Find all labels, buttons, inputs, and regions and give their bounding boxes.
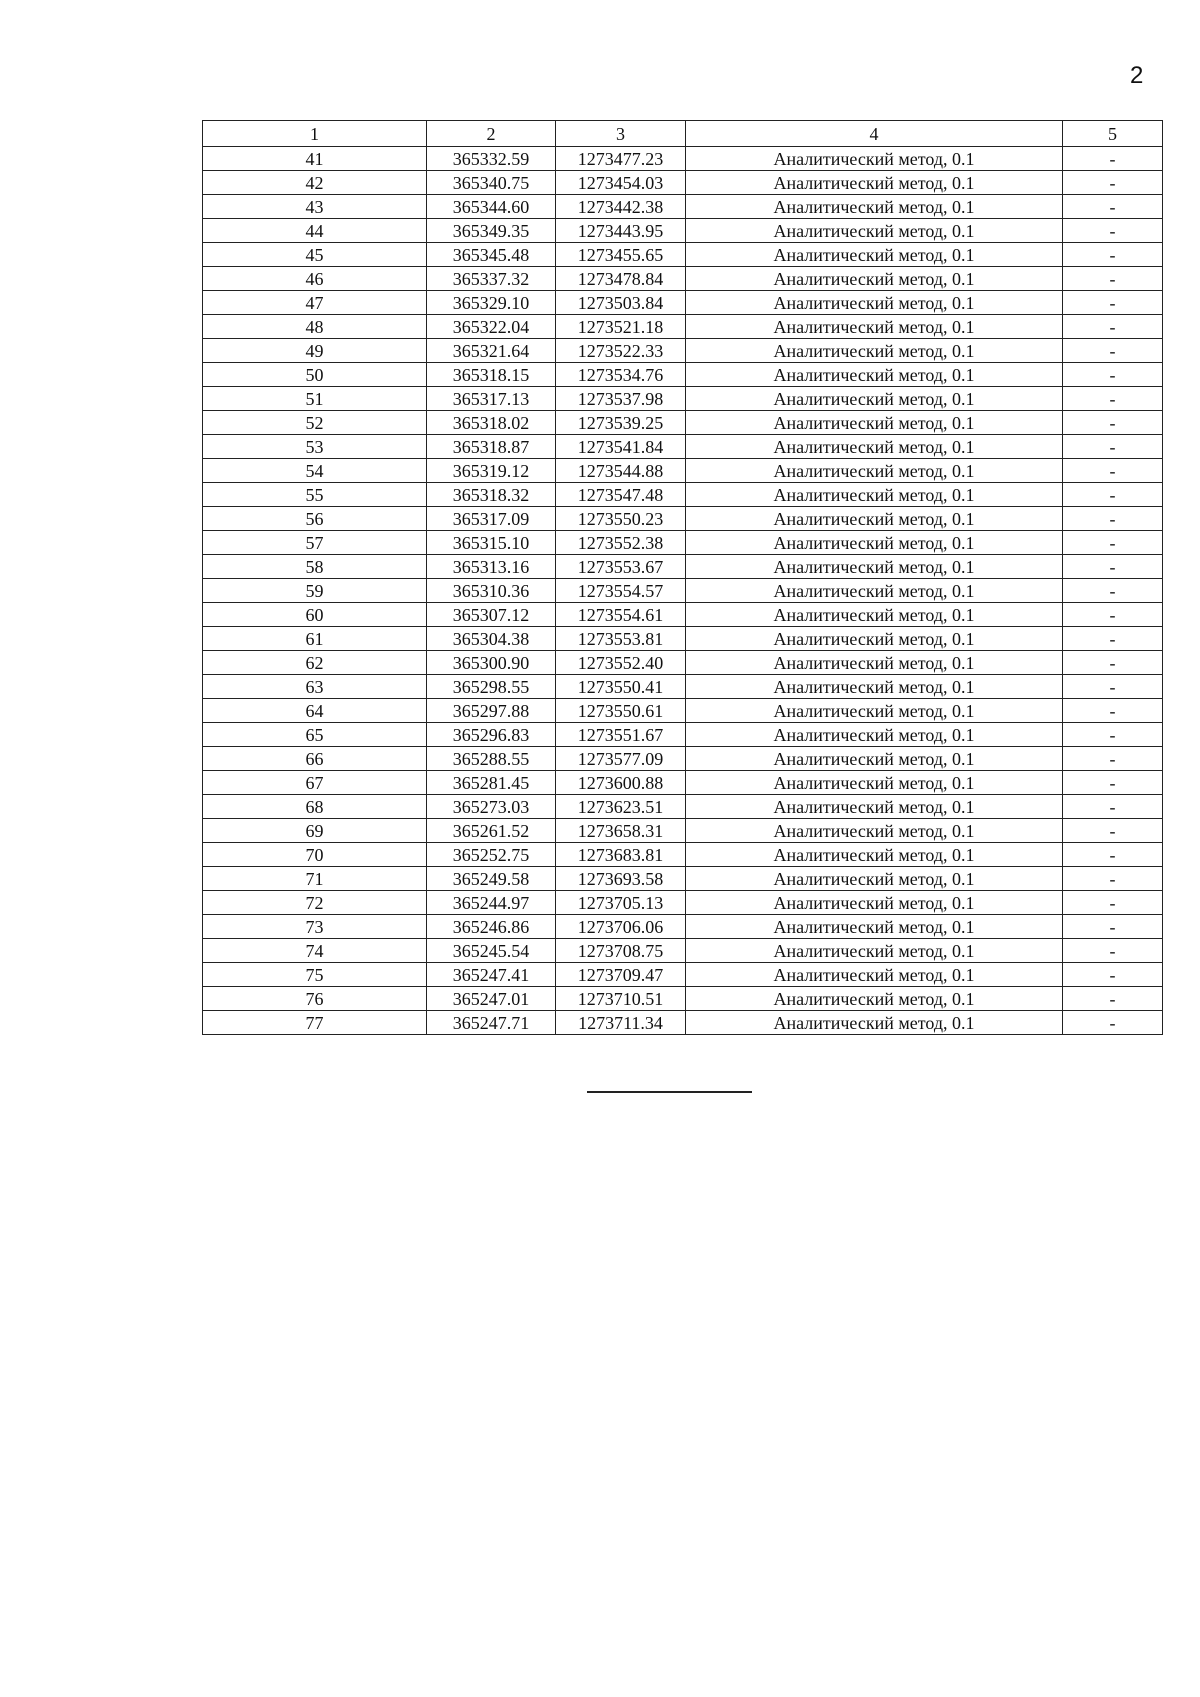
y-coordinate-cell: 1273534.76 xyxy=(556,363,686,387)
method-cell: Аналитический метод, 0.1 xyxy=(686,507,1063,531)
note-cell: - xyxy=(1063,315,1163,339)
method-cell: Аналитический метод, 0.1 xyxy=(686,315,1063,339)
table-row xyxy=(203,915,1163,939)
x-coordinate-cell: 365337.32 xyxy=(427,267,556,291)
x-coordinate-cell: 365310.36 xyxy=(427,579,556,603)
y-coordinate-cell: 1273554.57 xyxy=(556,579,686,603)
point-number-cell: 49 xyxy=(203,339,427,363)
note-cell: - xyxy=(1063,1011,1163,1035)
point-number-cell: 47 xyxy=(203,291,427,315)
method-cell: Аналитический метод, 0.1 xyxy=(686,603,1063,627)
y-coordinate-cell: 1273477.23 xyxy=(556,147,686,171)
x-coordinate-cell: 365273.03 xyxy=(427,795,556,819)
point-number-cell: 69 xyxy=(203,819,427,843)
note-cell: - xyxy=(1063,507,1163,531)
point-number-cell: 51 xyxy=(203,387,427,411)
method-cell: Аналитический метод, 0.1 xyxy=(686,915,1063,939)
y-coordinate-cell: 1273478.84 xyxy=(556,267,686,291)
method-cell: Аналитический метод, 0.1 xyxy=(686,867,1063,891)
y-coordinate-cell: 1273705.13 xyxy=(556,891,686,915)
point-number-cell: 48 xyxy=(203,315,427,339)
y-coordinate-cell: 1273541.84 xyxy=(556,435,686,459)
method-cell: Аналитический метод, 0.1 xyxy=(686,651,1063,675)
x-coordinate-cell: 365318.15 xyxy=(427,363,556,387)
method-cell: Аналитический метод, 0.1 xyxy=(686,579,1063,603)
note-cell: - xyxy=(1063,483,1163,507)
y-coordinate-cell: 1273551.67 xyxy=(556,723,686,747)
x-coordinate-cell: 365318.87 xyxy=(427,435,556,459)
method-cell: Аналитический метод, 0.1 xyxy=(686,771,1063,795)
method-cell: Аналитический метод, 0.1 xyxy=(686,339,1063,363)
note-cell: - xyxy=(1063,627,1163,651)
note-cell: - xyxy=(1063,363,1163,387)
point-number-cell: 42 xyxy=(203,171,427,195)
table-row xyxy=(203,939,1163,963)
x-coordinate-cell: 365315.10 xyxy=(427,531,556,555)
table-row xyxy=(203,963,1163,987)
note-cell: - xyxy=(1063,195,1163,219)
x-coordinate-cell: 365247.71 xyxy=(427,1011,556,1035)
note-cell: - xyxy=(1063,219,1163,243)
method-cell: Аналитический метод, 0.1 xyxy=(686,627,1063,651)
method-cell: Аналитический метод, 0.1 xyxy=(686,987,1063,1011)
point-number-cell: 44 xyxy=(203,219,427,243)
x-coordinate-cell: 365244.97 xyxy=(427,891,556,915)
table-row xyxy=(203,603,1163,627)
x-coordinate-cell: 365321.64 xyxy=(427,339,556,363)
x-coordinate-cell: 365247.01 xyxy=(427,987,556,1011)
point-number-cell: 54 xyxy=(203,459,427,483)
table-row xyxy=(203,291,1163,315)
y-coordinate-cell: 1273544.88 xyxy=(556,459,686,483)
note-cell: - xyxy=(1063,291,1163,315)
y-coordinate-cell: 1273553.81 xyxy=(556,627,686,651)
point-number-cell: 62 xyxy=(203,651,427,675)
method-cell: Аналитический метод, 0.1 xyxy=(686,219,1063,243)
y-coordinate-cell: 1273539.25 xyxy=(556,411,686,435)
note-cell: - xyxy=(1063,963,1163,987)
y-coordinate-cell: 1273443.95 xyxy=(556,219,686,243)
method-cell: Аналитический метод, 0.1 xyxy=(686,243,1063,267)
note-cell: - xyxy=(1063,147,1163,171)
note-cell: - xyxy=(1063,771,1163,795)
note-cell: - xyxy=(1063,459,1163,483)
y-coordinate-cell: 1273503.84 xyxy=(556,291,686,315)
header-cell-4: 4 xyxy=(686,121,1063,147)
method-cell: Аналитический метод, 0.1 xyxy=(686,819,1063,843)
table-row xyxy=(203,555,1163,579)
point-number-cell: 73 xyxy=(203,915,427,939)
table-row xyxy=(203,531,1163,555)
note-cell: - xyxy=(1063,747,1163,771)
method-cell: Аналитический метод, 0.1 xyxy=(686,363,1063,387)
point-number-cell: 77 xyxy=(203,1011,427,1035)
table-row xyxy=(203,699,1163,723)
method-cell: Аналитический метод, 0.1 xyxy=(686,699,1063,723)
table-row xyxy=(203,459,1163,483)
y-coordinate-cell: 1273554.61 xyxy=(556,603,686,627)
x-coordinate-cell: 365317.09 xyxy=(427,507,556,531)
x-coordinate-cell: 365300.90 xyxy=(427,651,556,675)
point-number-cell: 56 xyxy=(203,507,427,531)
y-coordinate-cell: 1273552.40 xyxy=(556,651,686,675)
point-number-cell: 58 xyxy=(203,555,427,579)
point-number-cell: 64 xyxy=(203,699,427,723)
x-coordinate-cell: 365296.83 xyxy=(427,723,556,747)
y-coordinate-cell: 1273550.61 xyxy=(556,699,686,723)
point-number-cell: 71 xyxy=(203,867,427,891)
note-cell: - xyxy=(1063,723,1163,747)
point-number-cell: 68 xyxy=(203,795,427,819)
header-cell-1: 1 xyxy=(203,121,427,147)
point-number-cell: 74 xyxy=(203,939,427,963)
table-row xyxy=(203,723,1163,747)
x-coordinate-cell: 365249.58 xyxy=(427,867,556,891)
x-coordinate-cell: 365332.59 xyxy=(427,147,556,171)
table-row xyxy=(203,771,1163,795)
method-cell: Аналитический метод, 0.1 xyxy=(686,171,1063,195)
method-cell: Аналитический метод, 0.1 xyxy=(686,939,1063,963)
table-row xyxy=(203,483,1163,507)
note-cell: - xyxy=(1063,555,1163,579)
method-cell: Аналитический метод, 0.1 xyxy=(686,483,1063,507)
note-cell: - xyxy=(1063,171,1163,195)
table-row xyxy=(203,147,1163,171)
table-row xyxy=(203,339,1163,363)
method-cell: Аналитический метод, 0.1 xyxy=(686,147,1063,171)
x-coordinate-cell: 365318.32 xyxy=(427,483,556,507)
x-coordinate-cell: 365246.86 xyxy=(427,915,556,939)
y-coordinate-cell: 1273552.38 xyxy=(556,531,686,555)
table-row xyxy=(203,747,1163,771)
y-coordinate-cell: 1273709.47 xyxy=(556,963,686,987)
page-number: 2 xyxy=(1130,62,1144,89)
note-cell: - xyxy=(1063,435,1163,459)
point-number-cell: 55 xyxy=(203,483,427,507)
point-number-cell: 53 xyxy=(203,435,427,459)
note-cell: - xyxy=(1063,987,1163,1011)
y-coordinate-cell: 1273442.38 xyxy=(556,195,686,219)
y-coordinate-cell: 1273577.09 xyxy=(556,747,686,771)
header-cell-3: 3 xyxy=(556,121,686,147)
method-cell: Аналитический метод, 0.1 xyxy=(686,459,1063,483)
method-cell: Аналитический метод, 0.1 xyxy=(686,795,1063,819)
x-coordinate-cell: 365297.88 xyxy=(427,699,556,723)
table-row xyxy=(203,1011,1163,1035)
table-row xyxy=(203,195,1163,219)
method-cell: Аналитический метод, 0.1 xyxy=(686,891,1063,915)
header-cell-2: 2 xyxy=(427,121,556,147)
y-coordinate-cell: 1273693.58 xyxy=(556,867,686,891)
note-cell: - xyxy=(1063,531,1163,555)
note-cell: - xyxy=(1063,891,1163,915)
method-cell: Аналитический метод, 0.1 xyxy=(686,267,1063,291)
table-row xyxy=(203,267,1163,291)
header-cell-5: 5 xyxy=(1063,121,1163,147)
method-cell: Аналитический метод, 0.1 xyxy=(686,675,1063,699)
note-cell: - xyxy=(1063,603,1163,627)
method-cell: Аналитический метод, 0.1 xyxy=(686,723,1063,747)
table-row xyxy=(203,867,1163,891)
method-cell: Аналитический метод, 0.1 xyxy=(686,291,1063,315)
x-coordinate-cell: 365304.38 xyxy=(427,627,556,651)
note-cell: - xyxy=(1063,915,1163,939)
method-cell: Аналитический метод, 0.1 xyxy=(686,435,1063,459)
point-number-cell: 43 xyxy=(203,195,427,219)
point-number-cell: 65 xyxy=(203,723,427,747)
table-row xyxy=(203,579,1163,603)
table-row xyxy=(203,411,1163,435)
method-cell: Аналитический метод, 0.1 xyxy=(686,195,1063,219)
point-number-cell: 59 xyxy=(203,579,427,603)
y-coordinate-cell: 1273522.33 xyxy=(556,339,686,363)
point-number-cell: 41 xyxy=(203,147,427,171)
point-number-cell: 76 xyxy=(203,987,427,1011)
point-number-cell: 66 xyxy=(203,747,427,771)
table-row xyxy=(203,819,1163,843)
note-cell: - xyxy=(1063,675,1163,699)
y-coordinate-cell: 1273711.34 xyxy=(556,1011,686,1035)
note-cell: - xyxy=(1063,651,1163,675)
point-number-cell: 67 xyxy=(203,771,427,795)
point-number-cell: 63 xyxy=(203,675,427,699)
table-row xyxy=(203,363,1163,387)
note-cell: - xyxy=(1063,411,1163,435)
x-coordinate-cell: 365298.55 xyxy=(427,675,556,699)
x-coordinate-cell: 365252.75 xyxy=(427,843,556,867)
y-coordinate-cell: 1273658.31 xyxy=(556,819,686,843)
table-row xyxy=(203,315,1163,339)
method-cell: Аналитический метод, 0.1 xyxy=(686,843,1063,867)
y-coordinate-cell: 1273600.88 xyxy=(556,771,686,795)
x-coordinate-cell: 365245.54 xyxy=(427,939,556,963)
y-coordinate-cell: 1273683.81 xyxy=(556,843,686,867)
y-coordinate-cell: 1273547.48 xyxy=(556,483,686,507)
note-cell: - xyxy=(1063,819,1163,843)
table-row xyxy=(203,627,1163,651)
x-coordinate-cell: 365340.75 xyxy=(427,171,556,195)
note-cell: - xyxy=(1063,267,1163,291)
coordinates-table-body xyxy=(203,121,1163,1035)
point-number-cell: 70 xyxy=(203,843,427,867)
table-row xyxy=(203,987,1163,1011)
y-coordinate-cell: 1273708.75 xyxy=(556,939,686,963)
x-coordinate-cell: 365317.13 xyxy=(427,387,556,411)
x-coordinate-cell: 365318.02 xyxy=(427,411,556,435)
note-cell: - xyxy=(1063,387,1163,411)
point-number-cell: 50 xyxy=(203,363,427,387)
x-coordinate-cell: 365307.12 xyxy=(427,603,556,627)
y-coordinate-cell: 1273521.18 xyxy=(556,315,686,339)
note-cell: - xyxy=(1063,699,1163,723)
y-coordinate-cell: 1273710.51 xyxy=(556,987,686,1011)
point-number-cell: 75 xyxy=(203,963,427,987)
table-row xyxy=(203,843,1163,867)
x-coordinate-cell: 365261.52 xyxy=(427,819,556,843)
x-coordinate-cell: 365288.55 xyxy=(427,747,556,771)
table-header-row xyxy=(203,121,1163,147)
table-row xyxy=(203,507,1163,531)
point-number-cell: 45 xyxy=(203,243,427,267)
x-coordinate-cell: 365281.45 xyxy=(427,771,556,795)
table-row xyxy=(203,891,1163,915)
coordinates-table xyxy=(202,120,1163,1035)
method-cell: Аналитический метод, 0.1 xyxy=(686,531,1063,555)
x-coordinate-cell: 365345.48 xyxy=(427,243,556,267)
x-coordinate-cell: 365247.41 xyxy=(427,963,556,987)
table-row xyxy=(203,387,1163,411)
point-number-cell: 57 xyxy=(203,531,427,555)
x-coordinate-cell: 365344.60 xyxy=(427,195,556,219)
table-row xyxy=(203,435,1163,459)
y-coordinate-cell: 1273706.06 xyxy=(556,915,686,939)
note-cell: - xyxy=(1063,867,1163,891)
note-cell: - xyxy=(1063,843,1163,867)
point-number-cell: 60 xyxy=(203,603,427,627)
y-coordinate-cell: 1273537.98 xyxy=(556,387,686,411)
y-coordinate-cell: 1273550.41 xyxy=(556,675,686,699)
note-cell: - xyxy=(1063,339,1163,363)
x-coordinate-cell: 365329.10 xyxy=(427,291,556,315)
method-cell: Аналитический метод, 0.1 xyxy=(686,747,1063,771)
table-row xyxy=(203,675,1163,699)
point-number-cell: 52 xyxy=(203,411,427,435)
y-coordinate-cell: 1273550.23 xyxy=(556,507,686,531)
table-row xyxy=(203,651,1163,675)
table-row xyxy=(203,219,1163,243)
y-coordinate-cell: 1273623.51 xyxy=(556,795,686,819)
x-coordinate-cell: 365319.12 xyxy=(427,459,556,483)
note-cell: - xyxy=(1063,795,1163,819)
point-number-cell: 46 xyxy=(203,267,427,291)
method-cell: Аналитический метод, 0.1 xyxy=(686,1011,1063,1035)
table-row xyxy=(203,795,1163,819)
note-cell: - xyxy=(1063,939,1163,963)
y-coordinate-cell: 1273454.03 xyxy=(556,171,686,195)
method-cell: Аналитический метод, 0.1 xyxy=(686,963,1063,987)
method-cell: Аналитический метод, 0.1 xyxy=(686,411,1063,435)
note-cell: - xyxy=(1063,243,1163,267)
point-number-cell: 72 xyxy=(203,891,427,915)
note-cell: - xyxy=(1063,579,1163,603)
x-coordinate-cell: 365349.35 xyxy=(427,219,556,243)
y-coordinate-cell: 1273455.65 xyxy=(556,243,686,267)
x-coordinate-cell: 365322.04 xyxy=(427,315,556,339)
point-number-cell: 61 xyxy=(203,627,427,651)
table-row xyxy=(203,243,1163,267)
table-row xyxy=(203,171,1163,195)
y-coordinate-cell: 1273553.67 xyxy=(556,555,686,579)
method-cell: Аналитический метод, 0.1 xyxy=(686,387,1063,411)
x-coordinate-cell: 365313.16 xyxy=(427,555,556,579)
method-cell: Аналитический метод, 0.1 xyxy=(686,555,1063,579)
end-of-table-rule xyxy=(587,1091,752,1093)
